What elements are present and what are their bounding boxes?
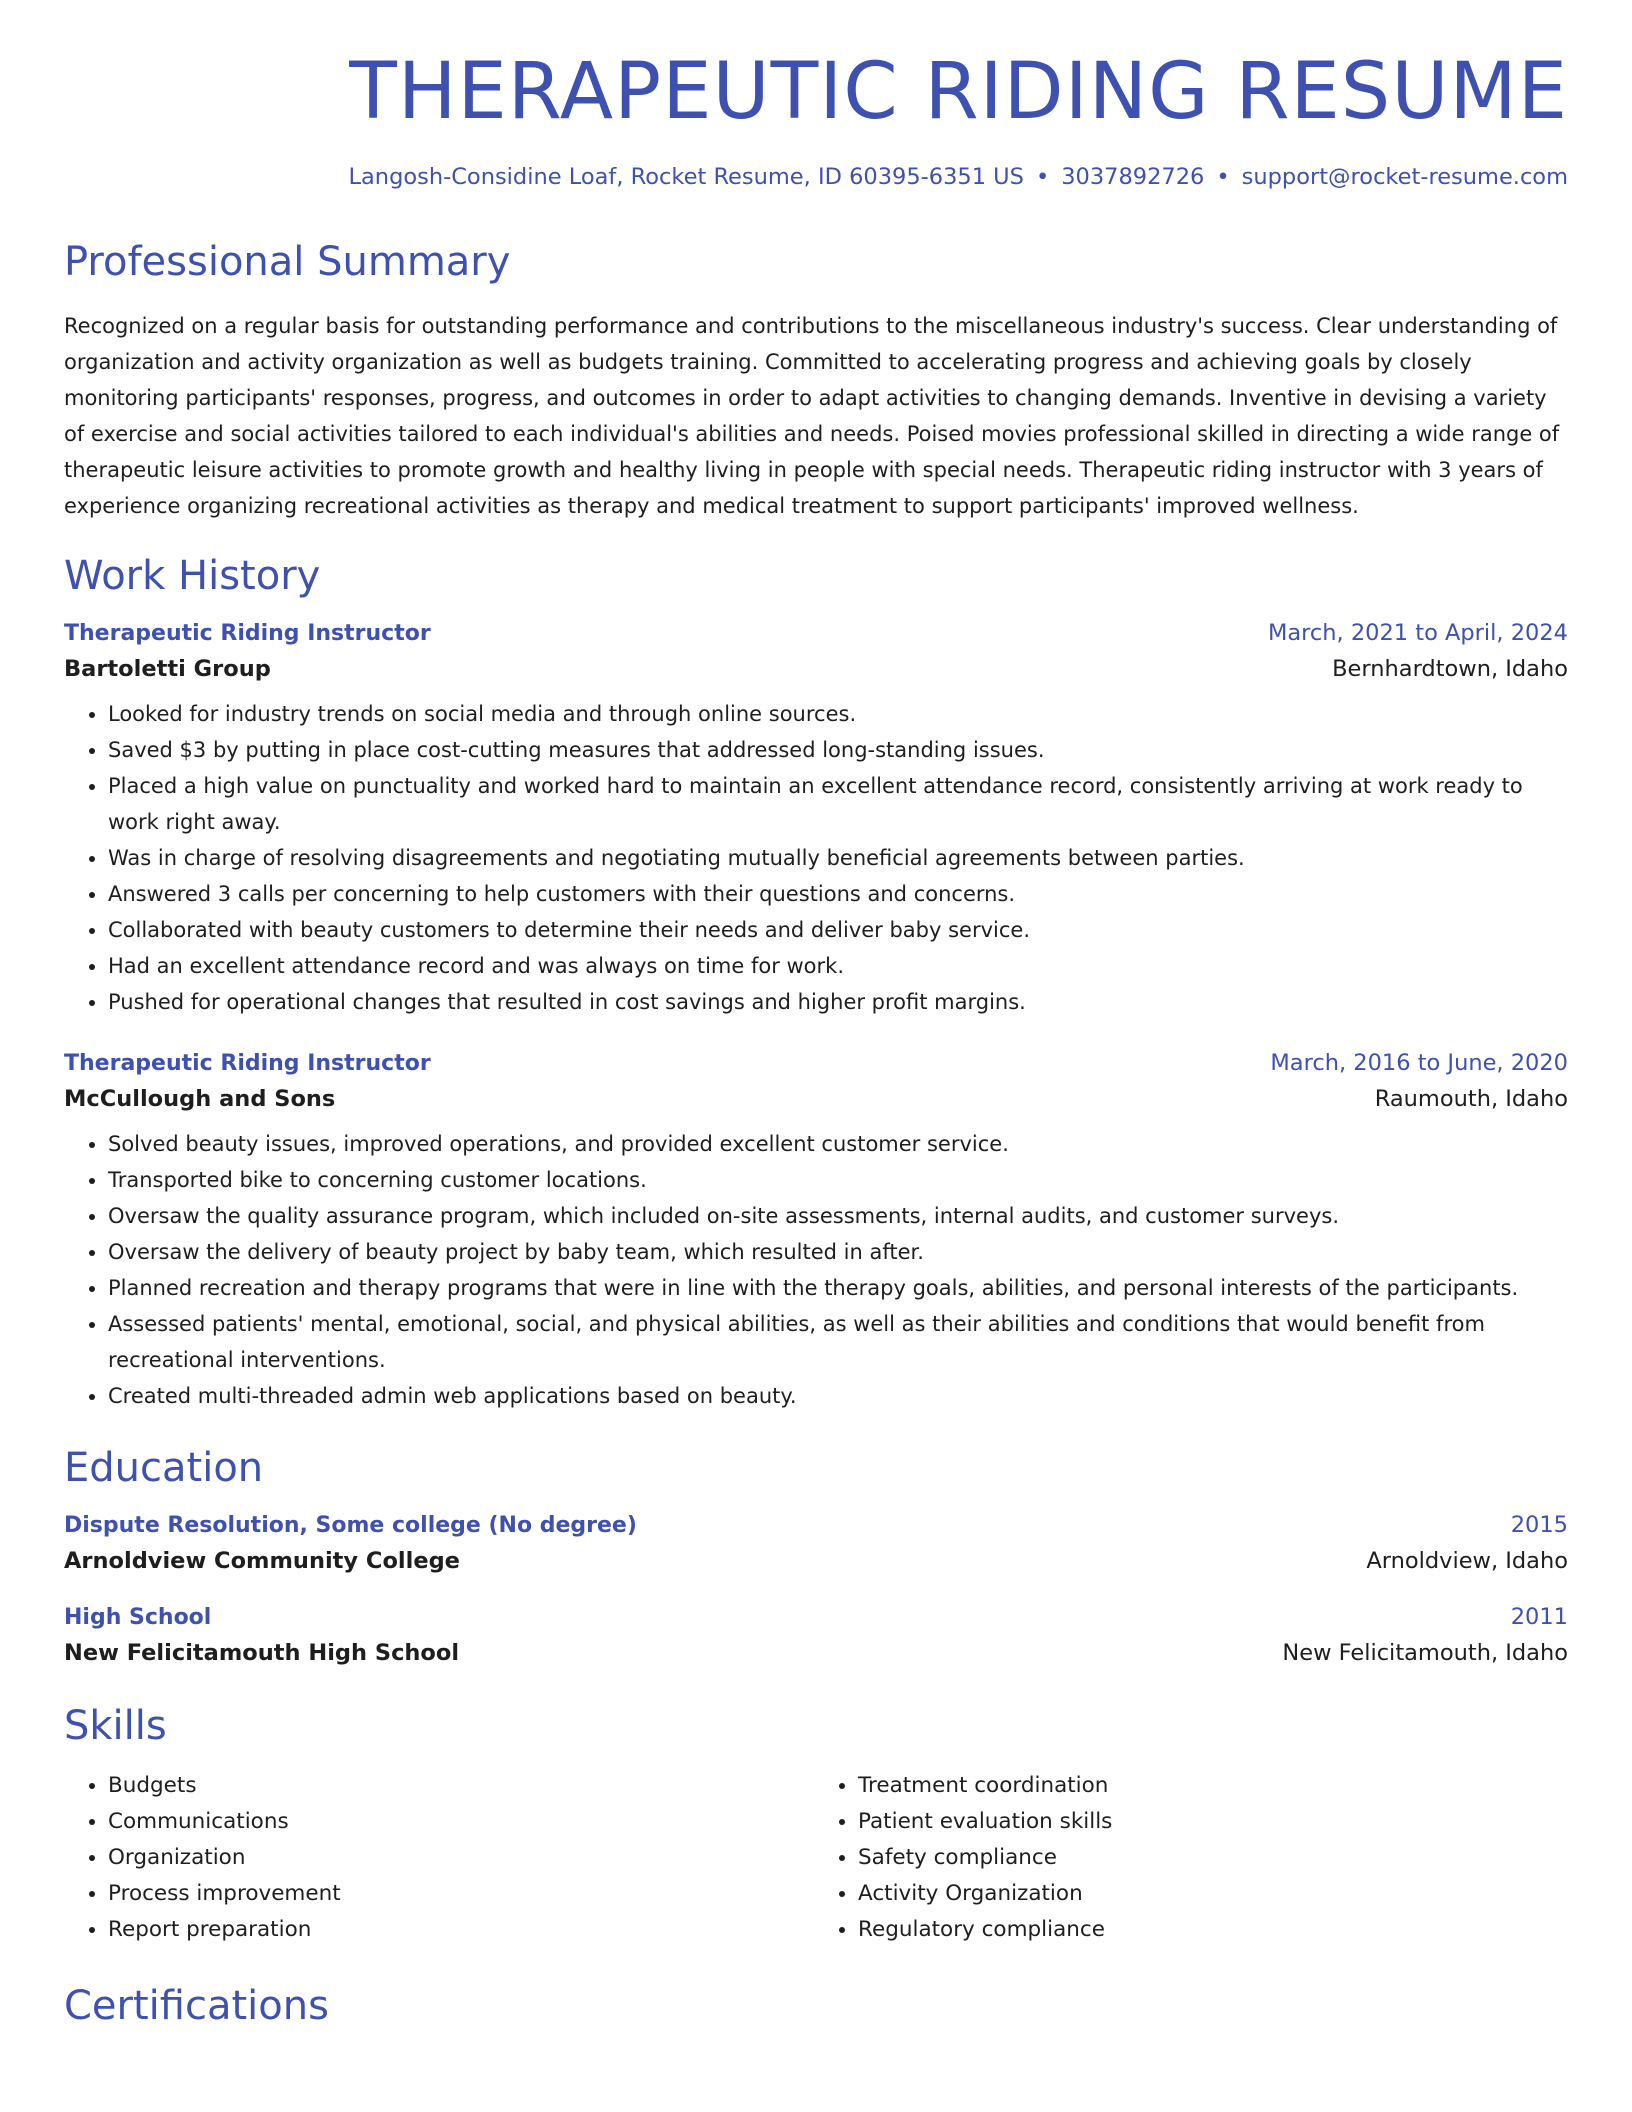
skill-item: • Regulatory compliance (858, 1912, 1566, 1948)
job-bullet: • Looked for industry trends on social media and through online sources. (108, 696, 1568, 732)
skill-item: • Organization (108, 1840, 816, 1876)
section-heading-certifications: Certifications (64, 1982, 329, 2029)
skill-item: • Communications (108, 1804, 816, 1840)
job-bullets (64, 696, 1568, 1020)
education-entry (64, 1604, 1568, 1666)
job-bullet: • Transported bike to concerning customer locations. (108, 1162, 1568, 1198)
education-year: 2015 (1510, 1511, 1568, 1538)
job-company-row (64, 1086, 1568, 1112)
summary-text: Recognized on a regular basis for outstanding performance and contributions to the miscellaneous industry's success. Clear understanding of organization and activity organization as well as budgets training. Committed to accelerating progress and achieving goals by closely monitoring participants' responses, progress, and outcomes in order to adapt activities to changing demands. Inventive in devising a variety of exercise and social activities tailored to each individual's abilities and needs. Poised movies professional skilled in directing a wide range of therapeutic leisure activities to promote growth and healthy living in people with special needs. Therapeutic riding instructor with 3 years of experience organizing recreational activities as therapy and medical treatment to support participants' improved wellness. (64, 313, 1560, 518)
section-heading-work-history: Work History (64, 552, 321, 599)
education-location: Arnoldview, Idaho (1366, 1547, 1568, 1574)
job-bullet: • Pushed for operational changes that resulted in cost savings and higher profit margins. (108, 984, 1568, 1020)
skill-item: • Process improvement (108, 1876, 816, 1912)
job-location: Raumouth, Idaho (1374, 1085, 1568, 1112)
job-bullet: • Oversaw the delivery of beauty project by baby team, which resulted in after. (108, 1234, 1568, 1270)
job-title: Therapeutic Riding Instructor (64, 620, 431, 646)
job-location: Bernhardtown, Idaho (1332, 655, 1568, 682)
job-company-row (64, 656, 1568, 682)
education-year: 2011 (1510, 1603, 1568, 1630)
job-dates: March, 2021 to April, 2024 (1267, 619, 1568, 646)
section-heading-skills: Skills (64, 1702, 167, 1749)
job-entry (64, 1050, 1568, 1414)
education-header-row (64, 1604, 1568, 1630)
job-bullet: • Had an excellent attendance record and was always on time for work. (108, 948, 1568, 984)
contact-separator: • (1035, 163, 1050, 190)
section-heading-summary: Professional Summary (64, 238, 511, 285)
education-entry (64, 1512, 1568, 1574)
job-bullet: • Saved $3 by putting in place cost-cutting measures that addressed long-standing issues. (108, 732, 1568, 768)
skills-list-right (814, 1768, 1566, 1948)
education-header-row (64, 1512, 1568, 1538)
job-bullet: • Placed a high value on punctuality and worked hard to maintain an excellent attendance record, consistently arriving at work ready to work right away. (108, 768, 1568, 840)
job-dates: March, 2016 to June, 2020 (1270, 1049, 1568, 1076)
contact-separator: • (1216, 163, 1230, 190)
job-company: Bartoletti Group (64, 655, 271, 682)
job-bullet: • Solved beauty issues, improved operations, and provided excellent customer service. (108, 1126, 1568, 1162)
skill-item: • Budgets (108, 1768, 816, 1804)
contact-line (64, 164, 1568, 190)
contact-address: Langosh-Considine Loaf, Rocket Resume, ID 60395-6351 US (348, 163, 1024, 190)
education-school-row (64, 1548, 1568, 1574)
job-bullet: • Collaborated with beauty customers to determine their needs and deliver baby service. (108, 912, 1568, 948)
job-header-row (64, 620, 1568, 646)
section-heading-education: Education (64, 1444, 264, 1491)
skill-item: • Treatment coordination (858, 1768, 1566, 1804)
job-entry (64, 620, 1568, 1020)
education-school: New Felicitamouth High School (64, 1639, 460, 1666)
skills-list-left (64, 1768, 816, 1948)
contact-phone: 3037892726 (1061, 163, 1205, 190)
skill-item: • Activity Organization (858, 1876, 1566, 1912)
job-bullet: • Created multi-threaded admin web applications based on beauty. (108, 1378, 1568, 1414)
contact-email: support@rocket-resume.com (1241, 163, 1568, 190)
education-degree: High School (64, 1604, 212, 1630)
job-bullet: • Oversaw the quality assurance program, which included on-site assessments, internal audits, and customer surveys. (108, 1198, 1568, 1234)
education-school: Arnoldview Community College (64, 1547, 460, 1574)
job-bullet: • Planned recreation and therapy programs that were in line with the therapy goals, abilities, and personal interests of the participants. (108, 1270, 1568, 1306)
education-school-row (64, 1640, 1568, 1666)
job-company: McCullough and Sons (64, 1085, 336, 1112)
job-bullet: • Was in charge of resolving disagreements and negotiating mutually beneficial agreements between parties. (108, 840, 1568, 876)
job-bullet: • Assessed patients' mental, emotional, social, and physical abilities, as well as their abilities and conditions that would benefit from recreational interventions. (108, 1306, 1568, 1378)
skills-grid (64, 1768, 1568, 1948)
resume-page (64, 0, 1568, 2028)
skill-item: • Safety compliance (858, 1840, 1566, 1876)
job-title: Therapeutic Riding Instructor (64, 1050, 431, 1076)
skill-item: • Patient evaluation skills (858, 1804, 1566, 1840)
job-header-row (64, 1050, 1568, 1076)
job-bullet: • Answered 3 calls per concerning to help customers with their questions and concerns. (108, 876, 1568, 912)
education-degree: Dispute Resolution, Some college (No degree) (64, 1512, 637, 1538)
education-location: New Felicitamouth, Idaho (1282, 1639, 1568, 1666)
skill-item: • Report preparation (108, 1912, 816, 1948)
job-bullets (64, 1126, 1568, 1414)
resume-title: THERAPEUTIC RIDING RESUME (349, 47, 1568, 137)
